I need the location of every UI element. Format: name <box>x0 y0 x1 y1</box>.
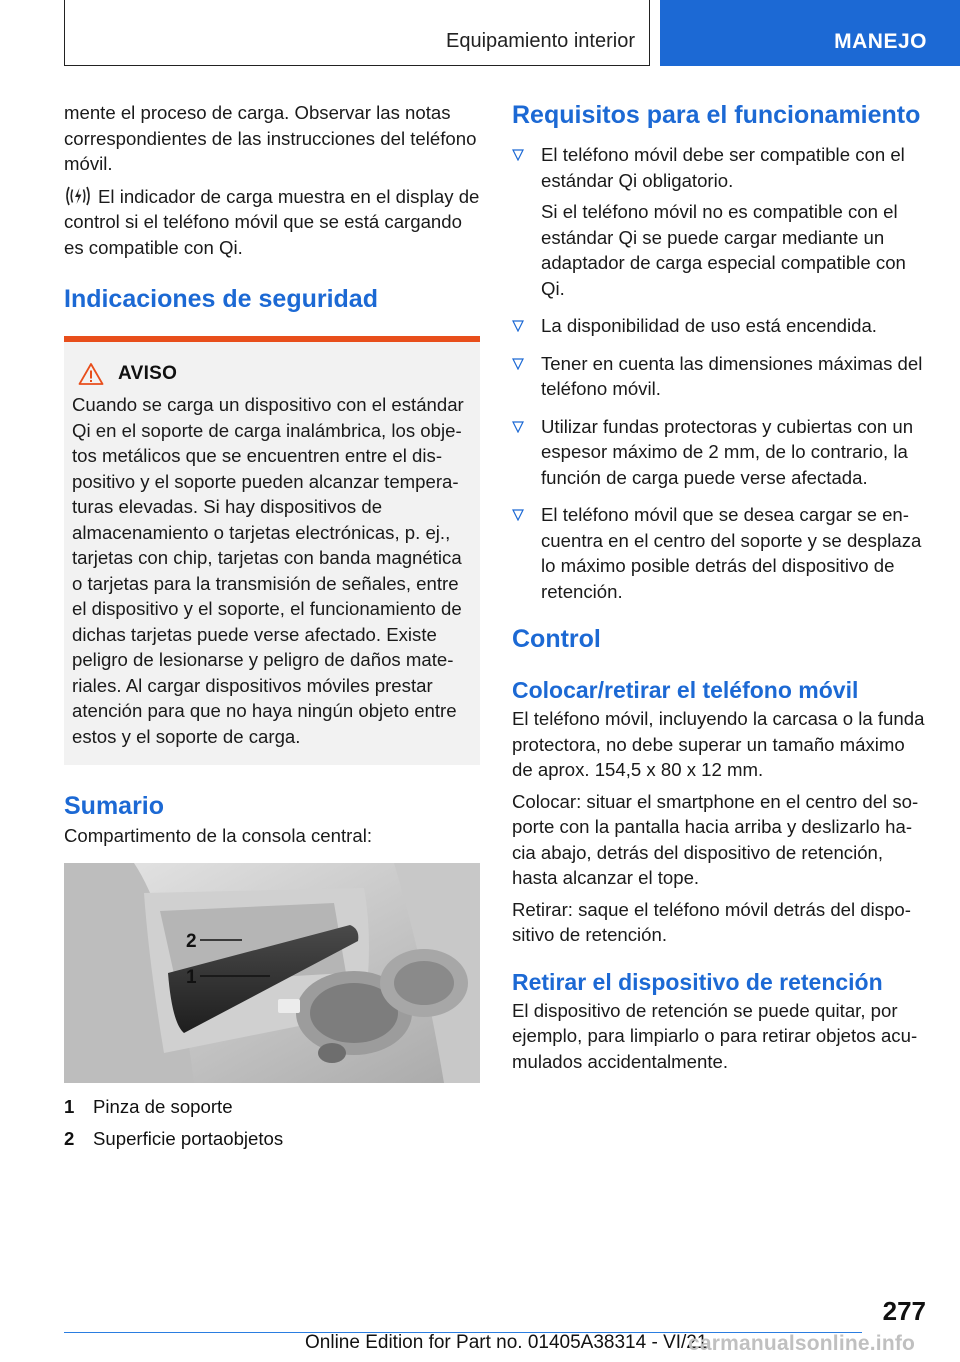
intro-paragraph: mente el proceso de carga. Observar las notas correspondientes de las instrucciones del teléfono móvil. <box>64 102 477 174</box>
requirement-text: El teléfono móvil que se desea cargar se encuentra en el centro del soporte y se desplaza lo máximo posible detrás del dispositivo de retención. <box>541 504 922 602</box>
figure-label-1: 1 <box>186 966 197 988</box>
list-item <box>512 414 928 491</box>
chapter-title: MANEJO <box>834 30 927 53</box>
legend-number: 2 <box>64 1127 75 1149</box>
warning-title: AVISO <box>118 363 178 384</box>
indicator-text: El indicador de carga muestra en el display de control si el teléfono móvil que se está cargando es compatible con Qi. <box>64 185 480 258</box>
legend-item <box>64 1091 480 1123</box>
bullet-triangle-icon <box>512 421 524 433</box>
page-number: 277 <box>882 1296 926 1326</box>
warning-triangle-icon <box>78 362 104 386</box>
watermark: carmanualsonline.info <box>688 1332 916 1355</box>
warning-text: Cuando se carga un dispositivo con el estándar Qi en el soporte de carga inalámbrica, los objetos metálicos que se encuentren entre el dispositivo y el soporte pueden alcanzar temperaturas elevadas. Si hay dispositivos de almacenamiento o tarjetas electrónicas, p. ej., tarjetas con chip, tarjetas con banda magnética o tarjetas para la transmisión de señales, entre el dispositivo y el soporte, el funcionamiento de dichas tarjetas puede verse afectado. Existe peligro de lesionarse y peligro de daños materiales. Al cargar dispositivos móviles prestar atención para que no haya ningún objeto entre estos y el soporte de carga. <box>72 394 464 747</box>
safety-heading: Indicaciones de seguridad <box>64 285 378 313</box>
requirements-list <box>512 142 928 604</box>
bullet-triangle-icon <box>512 509 524 521</box>
list-item <box>512 142 928 301</box>
remove-heading: Retirar el dispositivo de retención <box>512 968 883 995</box>
warning-header <box>72 362 472 386</box>
requirement-text: Utilizar fundas protectoras y cubiertas con un espesor máximo de 2 mm, de lo contrario, la función de carga puede verse afectada. <box>541 415 914 488</box>
requirement-text: Tener en cuenta las dimensiones máximas del teléfono móvil. <box>541 352 923 399</box>
figure-label-2: 2 <box>186 930 197 952</box>
section-tab <box>64 0 650 66</box>
legend-number: 1 <box>64 1095 75 1117</box>
requirement-extra: Si el teléfono móvil no es compatible con el estándar Qi se puede cargar mediante un adaptador de carga especial compatible con Qi. <box>541 201 906 299</box>
place-paragraph-2: Colocar: situar el smartphone en el centro del soporte con la pantalla hacia arriba y deslizarlo hacia abajo, detrás del dispositivo de retención, hasta alcanzar el tope. <box>512 790 919 888</box>
bullet-triangle-icon <box>512 320 524 332</box>
console-compartment-photo <box>64 863 480 1083</box>
left-column <box>64 100 480 1155</box>
bullet-triangle-icon <box>512 358 524 370</box>
page-header <box>0 0 960 66</box>
place-paragraph-3: Retirar: saque el teléfono móvil detrás del dispositivo de retención. <box>512 898 911 945</box>
page-footer <box>0 1296 960 1362</box>
wireless-charging-icon <box>64 185 92 207</box>
overview-heading: Sumario <box>64 792 165 820</box>
place-heading: Colocar/retirar el teléfono móvil <box>512 677 859 703</box>
list-item <box>512 502 928 604</box>
requirement-text: La disponibilidad de uso está encendida. <box>541 315 877 336</box>
chapter-tab <box>660 0 960 66</box>
right-column <box>512 100 928 1074</box>
legend-list <box>64 1091 480 1155</box>
indicator-paragraph <box>64 184 480 261</box>
control-heading: Control <box>512 625 601 653</box>
legend-label: Superficie portaobjetos <box>93 1127 284 1149</box>
legend-item <box>64 1123 480 1155</box>
list-item <box>512 313 928 339</box>
requirements-heading: Requisitos para el funcionamiento <box>512 101 921 129</box>
edition-text: Online Edition for Part no. 01405A38314 - VI/21 <box>305 1332 708 1353</box>
warning-box <box>64 336 480 765</box>
legend-label: Pinza de soporte <box>93 1095 233 1117</box>
place-paragraph-1: El teléfono móvil, incluyendo la carcasa o la funda protectora, no debe superar un tamaño máximo de aprox. 154,5 x 80 x 12 mm. <box>512 708 925 780</box>
section-title: Equipamiento interior <box>446 30 635 52</box>
overview-text: Compartimento de la consola central: <box>64 825 372 846</box>
bullet-triangle-icon <box>512 149 524 161</box>
remove-paragraph: El dispositivo de retención se puede quitar, por ejemplo, para limpiarlo o para retirar objetos acumulados accidentalmente. <box>512 999 918 1072</box>
list-item <box>512 351 928 402</box>
requirement-text: El teléfono móvil debe ser compatible con el estándar Qi obligatorio. <box>541 144 905 191</box>
